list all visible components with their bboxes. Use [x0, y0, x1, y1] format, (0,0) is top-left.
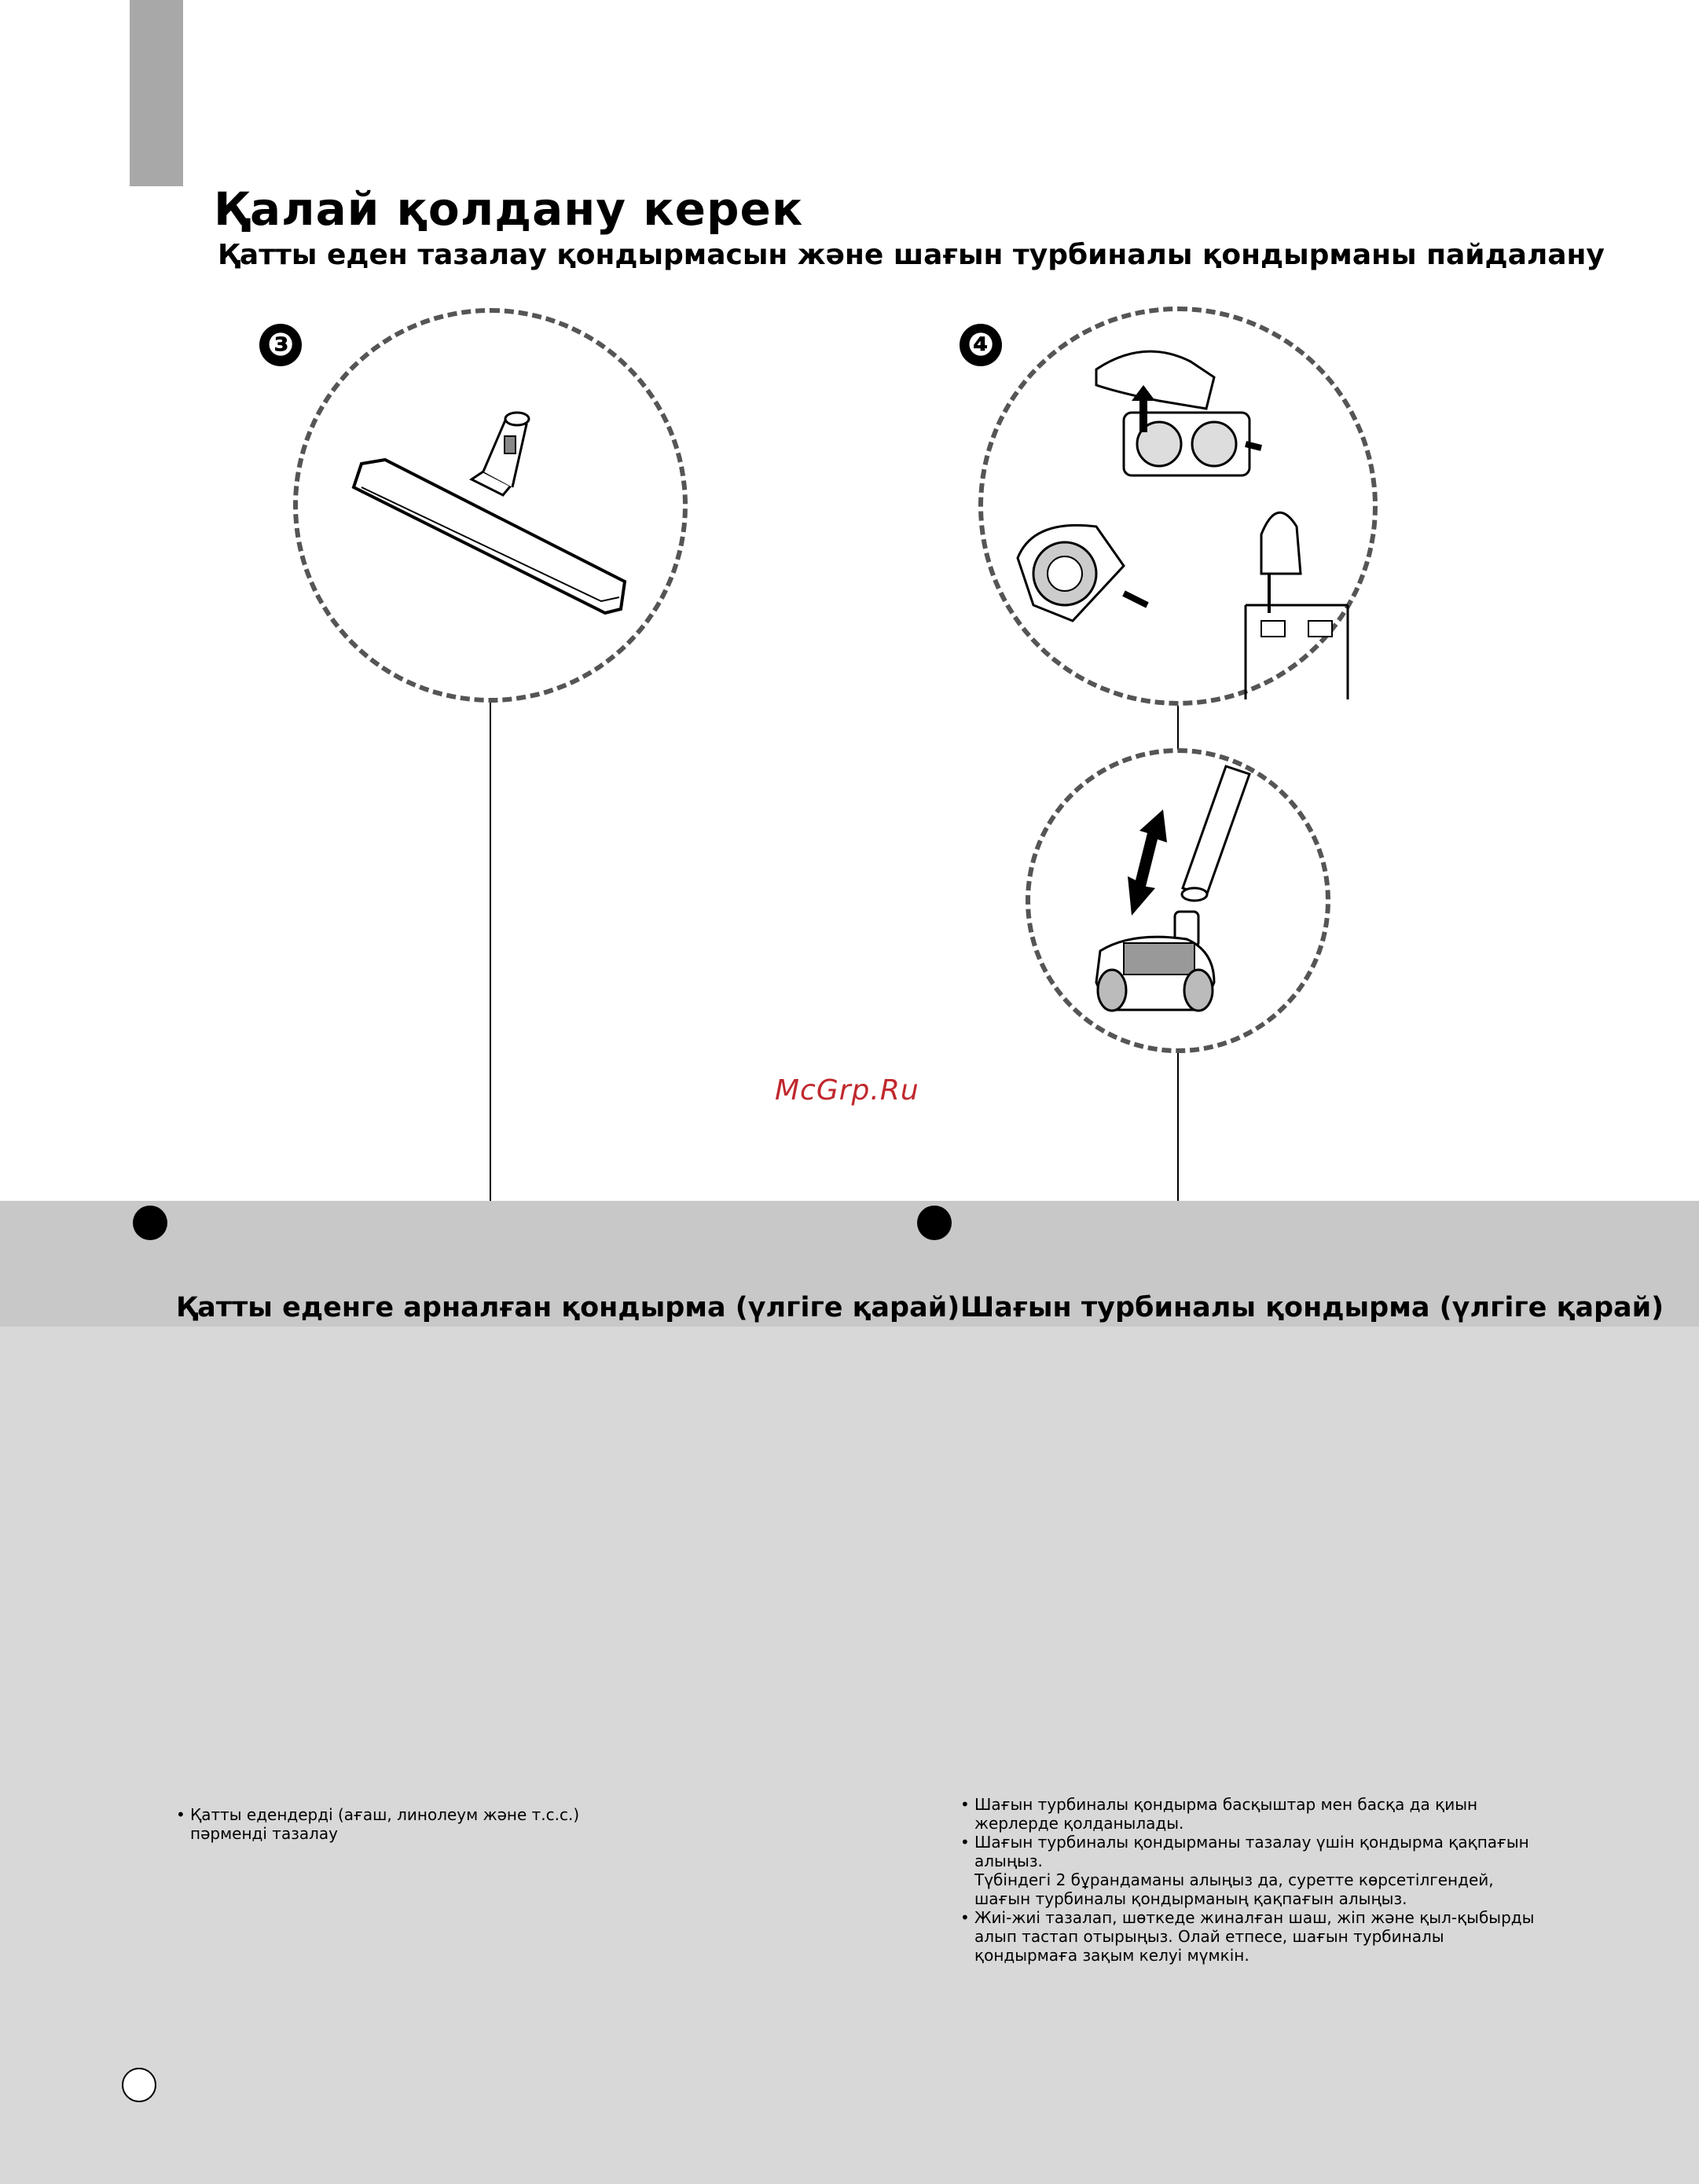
page-subtitle: Қатты еден тазалау қондырмасын және шағын турбиналы қондырманы пайдалану: [218, 239, 1605, 271]
step-3-number: ❸: [259, 324, 302, 366]
list-item: • Шағын турбиналы қондырма басқыштар мен басқа да қиын жерлерде қолданылады.: [960, 1795, 1605, 1833]
turbo-section-title: Шағын турбиналы қондырма (үлгіге қарай): [960, 1292, 1664, 1323]
list-item: • Қатты едендерді (ағаш, линолеум және т.с.с.) пәрменді тазалау: [176, 1805, 742, 1843]
page-number-circle: [122, 2068, 156, 2102]
turbo-bullet-list: [960, 1795, 1605, 1965]
turbo-nozzle-disassembly-illustration: [986, 314, 1371, 699]
side-tab-marker: [130, 0, 183, 186]
hard-floor-section-title: Қатты еденге арналған қондырма (үлгіге қарай): [176, 1292, 960, 1323]
step-4-connector-line-upper: [1177, 706, 1179, 750]
step-4-connector-line-lower: [1177, 1053, 1179, 1201]
watermark: McGrp.Ru: [775, 1074, 919, 1107]
hard-floor-nozzle-illustration: [330, 393, 644, 629]
page-title: Қалай қолдану керек: [214, 182, 804, 236]
section-body-band: [0, 1327, 1699, 2184]
list-item: • Шағын турбиналы қондырманы тазалау үшін қондырма қақпағын алыңыз. Түбіндегі 2 бұрандаманы алыңыз да, суретте көрсетілгендей, шағын турбиналы қондырманың қақпағын алыңыз.: [960, 1833, 1605, 1908]
list-item: • Жиі-жиі тазалап, шөткеде жиналған шаш, жіп және қыл-қыбырды алып тастап отырыңыз. Олай етпесе, шағын турбиналы қондырмаға зақым келуі мүмкін.: [960, 1908, 1605, 1965]
step-3-connector-line: [490, 703, 491, 1201]
step-4-number: ❹: [960, 324, 1002, 366]
section-2-marker-dot: [917, 1206, 952, 1240]
hard-floor-bullet-list: [176, 1805, 742, 1843]
turbo-nozzle-attach-illustration: [1045, 754, 1312, 1045]
section-1-marker-dot: [133, 1206, 167, 1240]
